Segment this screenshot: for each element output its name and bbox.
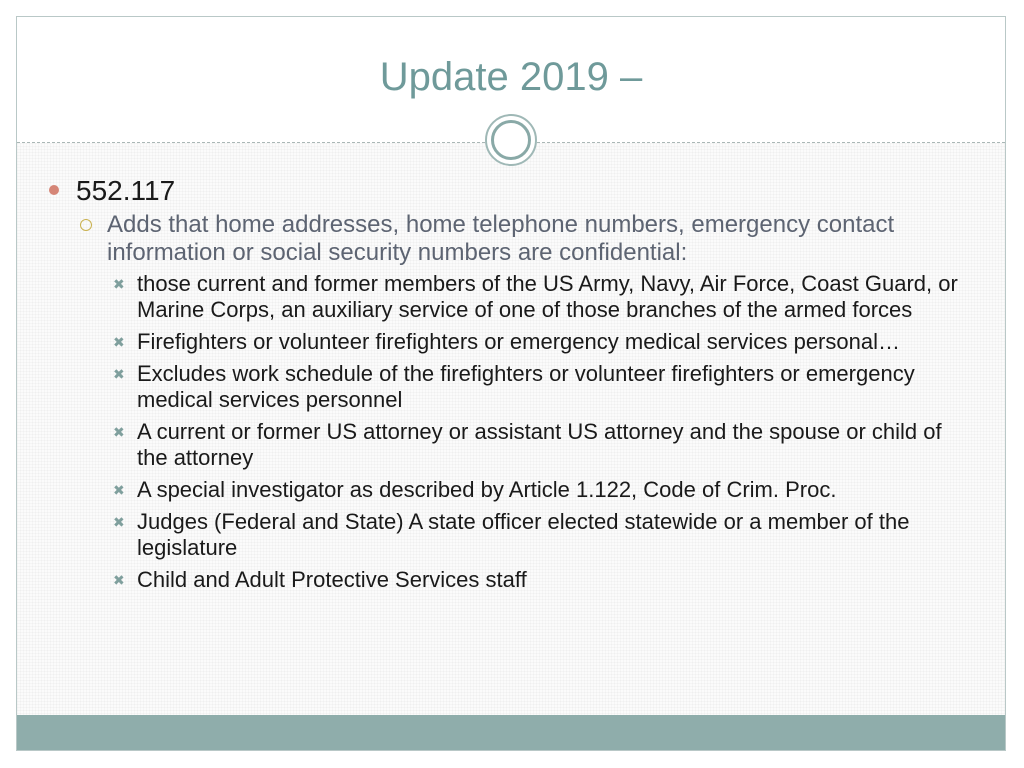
filled-circle-bullet-icon xyxy=(49,185,59,195)
x-bullet-icon: ✖ xyxy=(113,366,125,382)
slide xyxy=(16,16,1006,751)
list-item: ✖ A current or former US attorney or assistant US attorney and the spouse or child of the attorney xyxy=(113,419,942,470)
sub-bullet-list xyxy=(113,271,975,593)
footer-bar xyxy=(17,715,1005,750)
x-bullet-icon: ✖ xyxy=(113,482,125,498)
section-intro: Adds that home addresses, home telephone numbers, emergency contact information or social security numbers are confidential: xyxy=(107,211,895,266)
x-bullet-icon: ✖ xyxy=(113,276,125,292)
slide-title: Update 2019 – xyxy=(379,55,643,99)
section-heading: 552.117 xyxy=(76,175,176,206)
list-item: ✖ A special investigator as described by Article 1.122, Code of Crim. Proc. xyxy=(113,477,837,502)
double-circle-decoration-icon xyxy=(485,114,537,166)
hollow-circle-bullet-icon xyxy=(80,219,92,231)
list-item: ✖ Judges (Federal and State) A state officer elected statewide or a member of the legislature xyxy=(113,509,910,560)
list-item: ✖ those current and former members of the US Army, Navy, Air Force, Coast Guard, or Marine Corps, an auxiliary service of one of those branches of the armed forces xyxy=(113,271,958,322)
slide-content xyxy=(45,175,975,599)
list-item: ✖ Child and Adult Protective Services staff xyxy=(113,567,527,592)
list-item: ✖ Firefighters or volunteer firefighters or emergency medical services personal… xyxy=(113,329,900,354)
bullet-level1 xyxy=(45,175,975,207)
list-item: ✖ Excludes work schedule of the firefighters or volunteer firefighters or emergency medical services personnel xyxy=(113,361,915,412)
x-bullet-icon: ✖ xyxy=(113,572,125,588)
x-bullet-icon: ✖ xyxy=(113,514,125,530)
x-bullet-icon: ✖ xyxy=(113,424,125,440)
x-bullet-icon: ✖ xyxy=(113,334,125,350)
bullet-level2 xyxy=(107,211,975,267)
